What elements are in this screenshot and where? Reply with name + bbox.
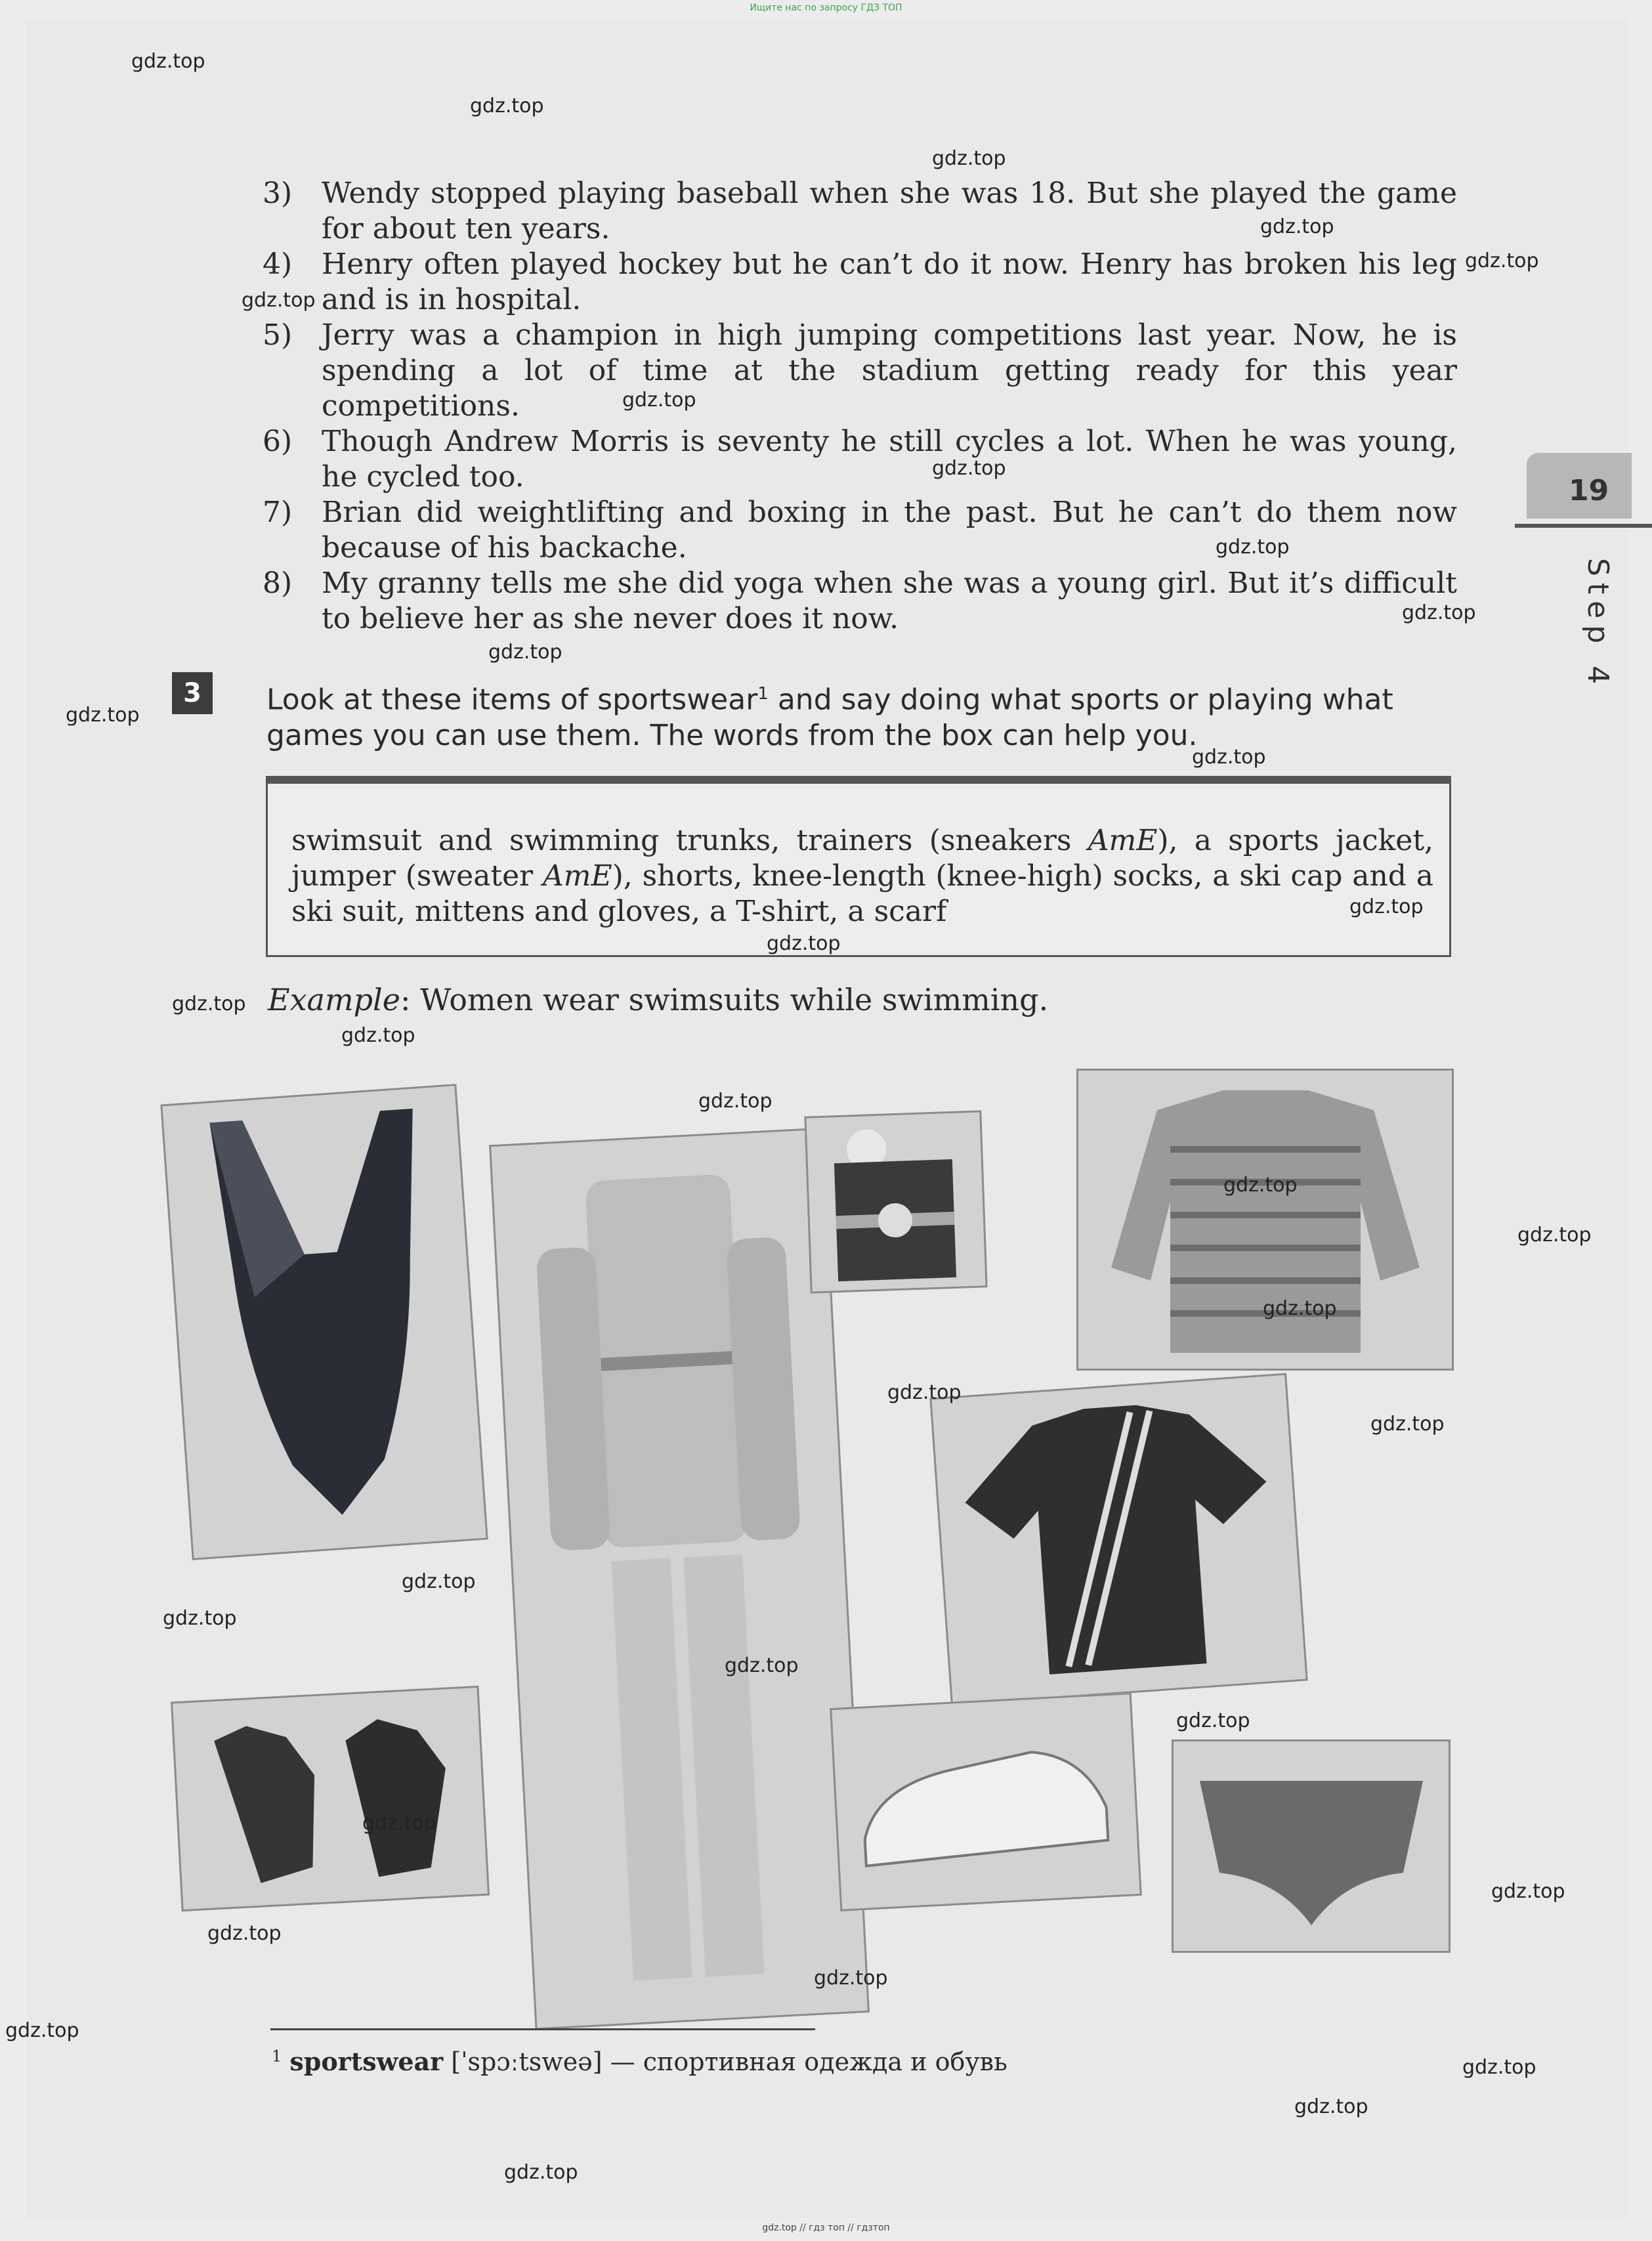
watermark[interactable]: gdz.top bbox=[402, 1570, 476, 1593]
watermark[interactable]: gdz.top bbox=[814, 1967, 888, 1990]
jumper-photo bbox=[1076, 1069, 1454, 1371]
top-banner[interactable]: Ищите нас по запросу ГДЗ ТОП bbox=[750, 3, 902, 13]
list-item bbox=[263, 247, 1457, 318]
watermark[interactable]: gdz.top bbox=[1294, 2095, 1368, 2118]
page-number: 19 bbox=[1569, 474, 1609, 507]
watermark[interactable]: gdz.top bbox=[698, 1090, 773, 1113]
word-box bbox=[266, 776, 1451, 957]
watermark[interactable]: gdz.top bbox=[470, 95, 544, 117]
watermark[interactable]: gdz.top bbox=[1402, 601, 1476, 624]
exercise-number-badge: 3 bbox=[172, 672, 213, 714]
watermark[interactable]: gdz.top bbox=[66, 704, 140, 727]
watermark[interactable]: gdz.top bbox=[887, 1381, 962, 1404]
footnote-number: 1 bbox=[272, 2047, 282, 2066]
watermark[interactable]: gdz.top bbox=[362, 1812, 436, 1835]
trainers-icon bbox=[832, 1694, 1139, 1909]
watermark[interactable]: gdz.top bbox=[341, 1024, 415, 1047]
item-number: 7) bbox=[263, 496, 293, 529]
jumper-icon bbox=[1078, 1071, 1452, 1369]
bottom-banner[interactable]: gdz.top // гдз топ // гдзтоп bbox=[762, 2223, 890, 2233]
swimming-trunks-photo bbox=[1172, 1739, 1451, 1953]
trainers-photo bbox=[830, 1692, 1142, 1911]
footnote bbox=[272, 2047, 1007, 2076]
footnote-term: sportswear bbox=[289, 2047, 444, 2076]
watermark[interactable]: gdz.top bbox=[1462, 2056, 1536, 2079]
gloves-icon bbox=[173, 1688, 488, 1910]
watermark[interactable]: gdz.top bbox=[1263, 1297, 1337, 1320]
item-number: 4) bbox=[263, 247, 293, 281]
t-shirt-photo bbox=[929, 1373, 1307, 1706]
watermark[interactable]: gdz.top bbox=[5, 2019, 79, 2042]
item-number: 6) bbox=[263, 425, 293, 458]
item-text: My granny tells me she did yoga when she was a young girl. But it’s difficult to believe her as she never does it now. bbox=[322, 566, 1457, 635]
watermark[interactable]: gdz.top bbox=[1491, 1880, 1565, 1903]
swimming-trunks-icon bbox=[1174, 1741, 1449, 1951]
watermark[interactable]: gdz.top bbox=[932, 457, 1006, 480]
swimsuit-photo bbox=[160, 1084, 488, 1560]
footnote-translation: спортивная одежда и обувь bbox=[643, 2047, 1007, 2076]
watermark[interactable]: gdz.top bbox=[207, 1922, 282, 1945]
footnote-divider bbox=[270, 2028, 815, 2030]
section-label: Step 4 bbox=[1581, 558, 1615, 691]
gloves-photo bbox=[171, 1686, 490, 1911]
ski-cap-photo bbox=[804, 1110, 987, 1293]
watermark[interactable]: gdz.top bbox=[622, 389, 696, 412]
list-item bbox=[263, 318, 1457, 424]
item-text: Though Andrew Morris is seventy he still cycles a lot. When he was young, he cycled too. bbox=[322, 425, 1457, 494]
item-list bbox=[263, 176, 1457, 637]
footnote-marker: 1 bbox=[757, 684, 769, 704]
exercise-instruction bbox=[266, 676, 1454, 754]
watermark[interactable]: gdz.top bbox=[1192, 746, 1266, 769]
watermark[interactable]: gdz.top bbox=[1517, 1224, 1592, 1247]
watermark[interactable]: gdz.top bbox=[1349, 895, 1424, 918]
word-box-part: ), shorts, knee-length (knee-high) socks, a ski cap and a ski suit, mittens and gloves, a T-shirt, a scarf bbox=[291, 859, 1433, 928]
watermark[interactable]: gdz.top bbox=[1370, 1413, 1445, 1436]
item-text: Henry often played hockey but he can’t do it now. Henry has broken his leg and is in hospital. bbox=[322, 247, 1457, 316]
watermark[interactable]: gdz.top bbox=[163, 1607, 237, 1630]
watermark[interactable]: gdz.top bbox=[1176, 1709, 1250, 1732]
watermark[interactable]: gdz.top bbox=[504, 2161, 578, 2184]
word-box-text bbox=[291, 823, 1433, 929]
t-shirt-icon bbox=[931, 1375, 1305, 1703]
watermark[interactable]: gdz.top bbox=[767, 932, 841, 955]
watermark[interactable]: gdz.top bbox=[932, 147, 1006, 170]
ame-label: AmE bbox=[543, 859, 612, 893]
watermark[interactable]: gdz.top bbox=[1223, 1174, 1298, 1197]
instruction-part: Look at these items of sportswear bbox=[266, 683, 758, 717]
item-number: 3) bbox=[263, 177, 293, 210]
watermark[interactable]: gdz.top bbox=[488, 641, 562, 664]
swimsuit-icon bbox=[162, 1086, 486, 1558]
footnote-transcription: [ˈspɔːtsweə] — bbox=[443, 2047, 643, 2076]
example-sentence bbox=[268, 982, 1048, 1017]
item-number: 8) bbox=[263, 566, 293, 600]
ame-label: AmE bbox=[1088, 824, 1158, 857]
item-text: Jerry was a champion in high jumping competitions last year. Now, he is spending a lot of time at the stadium getting ready for this year competitions. bbox=[322, 318, 1457, 423]
watermark[interactable]: gdz.top bbox=[1260, 215, 1334, 238]
list-item bbox=[263, 424, 1457, 495]
instruction-part: and say doing what sports or playing what games you can use them. The words from the box can help you. bbox=[266, 683, 1393, 752]
watermark[interactable]: gdz.top bbox=[242, 289, 316, 312]
item-text: Wendy stopped playing baseball when she was 18. But she played the game for about ten years. bbox=[322, 177, 1457, 245]
item-number: 5) bbox=[263, 318, 293, 352]
watermark[interactable]: gdz.top bbox=[725, 1654, 799, 1677]
watermark[interactable]: gdz.top bbox=[1216, 536, 1290, 559]
watermark[interactable]: gdz.top bbox=[1465, 249, 1539, 272]
watermark[interactable]: gdz.top bbox=[172, 992, 246, 1015]
page-tab-divider bbox=[1515, 524, 1652, 528]
list-item bbox=[263, 566, 1457, 637]
item-text: Brian did weightlifting and boxing in the past. But he can’t do them now because of his backache. bbox=[322, 496, 1457, 565]
example-text: : Women wear swimsuits while swimming. bbox=[400, 982, 1049, 1017]
watermark[interactable]: gdz.top bbox=[131, 50, 205, 73]
word-box-part: ), a sports jacket, jumper (sweater bbox=[291, 824, 1434, 893]
word-box-part: swimsuit and swimming trunks, trainers (sneakers bbox=[291, 824, 1088, 857]
ski-cap-icon bbox=[806, 1112, 985, 1291]
example-label: Example bbox=[268, 982, 400, 1017]
